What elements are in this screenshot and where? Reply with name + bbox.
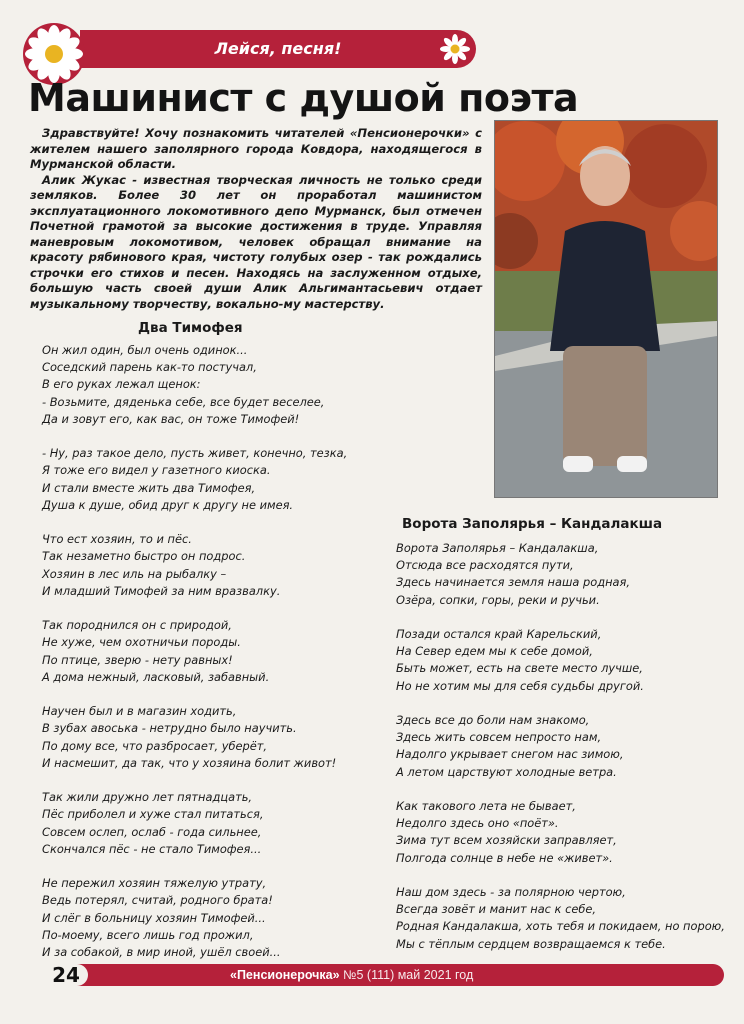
rubric-banner bbox=[80, 30, 476, 68]
article-intro bbox=[30, 126, 482, 312]
poem-line: И стали вместе жить два Тимофея, bbox=[42, 480, 256, 495]
poem-line: Здесь начинается земля наша родная, bbox=[396, 575, 630, 590]
poem-line: По-моему, всего лишь год прожил, bbox=[42, 927, 254, 942]
poem-stanza bbox=[42, 789, 362, 858]
page-number: 24 bbox=[44, 964, 88, 986]
footer-masthead bbox=[230, 964, 473, 986]
poem-line: На Север едем мы к себе домой, bbox=[396, 644, 593, 659]
poem-stanza bbox=[42, 703, 362, 772]
rubric-label: Лейся, песня! bbox=[214, 39, 342, 58]
poem-line: Не хуже, чем охотничьи породы. bbox=[42, 635, 241, 650]
poem-line: Да и зовут его, как вас, он тоже Тимофей! bbox=[42, 411, 300, 426]
author-photo bbox=[494, 120, 718, 498]
poem-stanza bbox=[42, 342, 362, 428]
poem-stanza bbox=[42, 875, 362, 961]
poem-two-timofeys bbox=[42, 342, 362, 978]
poem-line: По дому все, что разбросает, уберёт, bbox=[42, 738, 268, 753]
poem-title: Ворота Заполярья – Кандалакша bbox=[402, 516, 663, 532]
poem-stanza bbox=[396, 712, 716, 781]
magazine-name: «Пенсионерочка» bbox=[230, 968, 340, 982]
poem-line: Так жили дружно лет пятнадцать, bbox=[42, 790, 253, 805]
poem-stanza bbox=[396, 884, 725, 953]
daisy-icon bbox=[440, 34, 470, 64]
poem-line: Всегда зовёт и манит нас к себе, bbox=[396, 902, 596, 917]
poem-line: И младший Тимофей за ним вразвалку. bbox=[42, 583, 281, 598]
poem-line: Так породнился он с природой, bbox=[42, 618, 232, 633]
issue-info: №5 (111) май 2021 год bbox=[343, 968, 474, 982]
poem-line: Здесь жить совсем непросто нам, bbox=[396, 730, 602, 745]
poem-line: Но не хотим мы для себя судьбы другой. bbox=[396, 678, 644, 693]
poem-stanza bbox=[42, 445, 362, 514]
poem-line: Зима тут всем хозяйски заправляет, bbox=[396, 833, 617, 848]
poem-stanza bbox=[396, 626, 716, 695]
poem-line: Скончался пёс - не стало Тимофея... bbox=[42, 841, 262, 856]
poem-line: И слёг в больницу хозяин Тимофей... bbox=[42, 910, 266, 925]
poem-line: Не пережил хозяин тяжелую утрату, bbox=[42, 876, 267, 891]
intro-paragraph: Алик Жукас - известная творческая личность не только среди земляков. Более 30 лет он проработал машинистом эксплуатационного локомотивного депо Мурманск, был отмечен Почетной грамотой за высокие достижения в труде. Управляя маневровым локомотивом, человек обращал внимание на красоту рябинового края, чистоту голубых озер - так рождались строчки его стихов и песен. Находясь на заслуженном отдыхе, большую часть своей души Алик Альгимантасьевич отдает музыкальному творчеству, вокально-му мастерству. bbox=[30, 172, 482, 311]
poem-line: Он жил один, был очень одинок... bbox=[42, 343, 248, 357]
poem-line: Ведь потерял, считай, родного брата! bbox=[42, 893, 273, 908]
poem-line: В его руках лежал щенок: bbox=[42, 377, 201, 392]
poem-line: Наш дом здесь - за полярною чертою, bbox=[396, 885, 626, 899]
poem-line: Здесь все до боли нам знакомо, bbox=[396, 713, 590, 727]
poem-line: Соседский парень как-то постучал, bbox=[42, 360, 257, 375]
poem-line: - Ну, раз такое дело, пусть живет, конечно, тезка, bbox=[42, 446, 348, 461]
poem-line: Озёра, сопки, горы, реки и ручьи. bbox=[396, 592, 600, 607]
poem-line: Что ест хозяин, то и пёс. bbox=[42, 532, 192, 547]
poem-stanza bbox=[396, 798, 716, 867]
poem-stanza bbox=[42, 531, 362, 600]
poem-line: Надолго укрывает снегом нас зимою, bbox=[396, 747, 624, 762]
poem-line: И за собакой, в мир иной, ушёл своей... bbox=[42, 945, 281, 960]
poem-line: Мы с тёплым сердцем возвращаемся к тебе. bbox=[396, 936, 666, 951]
poem-line: А летом царствуют холодные ветра. bbox=[396, 764, 617, 779]
poem-stanza bbox=[396, 540, 716, 609]
poem-title: Два Тимофея bbox=[138, 320, 243, 336]
poem-line: Хозяин в лес иль на рыбалку – bbox=[42, 566, 227, 581]
poem-line: Душа к душе, обид друг к другу не имея. bbox=[42, 497, 294, 512]
poem-line: А дома нежный, ласковый, забавный. bbox=[42, 669, 270, 684]
poem-line: Быть может, есть на свете место лучше, bbox=[396, 661, 643, 676]
poem-line: Как такового лета не бывает, bbox=[396, 799, 576, 813]
poem-stanza bbox=[42, 617, 362, 686]
intro-paragraph: Здравствуйте! Хочу познакомить читателей «Пенсионерочки» с жителем нашего заполярного города Ковдора, находящегося в Мурманской области. bbox=[30, 126, 482, 171]
article-title: Машинист с душой поэта bbox=[28, 76, 579, 120]
poem-line: Пёс приболел и хуже стал питаться, bbox=[42, 807, 264, 822]
poem-line: Научен был и в магазин ходить, bbox=[42, 704, 237, 719]
poem-line: Отсюда все расходятся пути, bbox=[396, 558, 574, 573]
poem-line: Так незаметно быстро он подрос. bbox=[42, 549, 246, 564]
poem-line: По птице, зверю - нету равных! bbox=[42, 652, 233, 667]
poem-line: - Возьмите, дяденька себе, все будет веселее, bbox=[42, 394, 325, 409]
poem-line: Позади остался край Карельский, bbox=[396, 627, 602, 641]
poem-line: Недолго здесь оно «поёт». bbox=[396, 816, 559, 831]
poem-line: Ворота Заполярья – Кандалакша, bbox=[396, 541, 599, 555]
poem-kandalaksha bbox=[396, 540, 725, 970]
poem-line: Полгода солнце в небе не «живет». bbox=[396, 850, 613, 865]
poem-line: В зубах авоська - нетрудно было научить. bbox=[42, 721, 297, 736]
poem-line: И насмешит, да так, что у хозяина болит живот! bbox=[42, 755, 337, 770]
poem-line: Родная Кандалакша, хоть тебя и покидаем, но порою, bbox=[396, 919, 725, 934]
poem-line: Я тоже его видел у газетного киоска. bbox=[42, 463, 271, 478]
poem-line: Совсем ослеп, ослаб - года сильнее, bbox=[42, 824, 262, 839]
